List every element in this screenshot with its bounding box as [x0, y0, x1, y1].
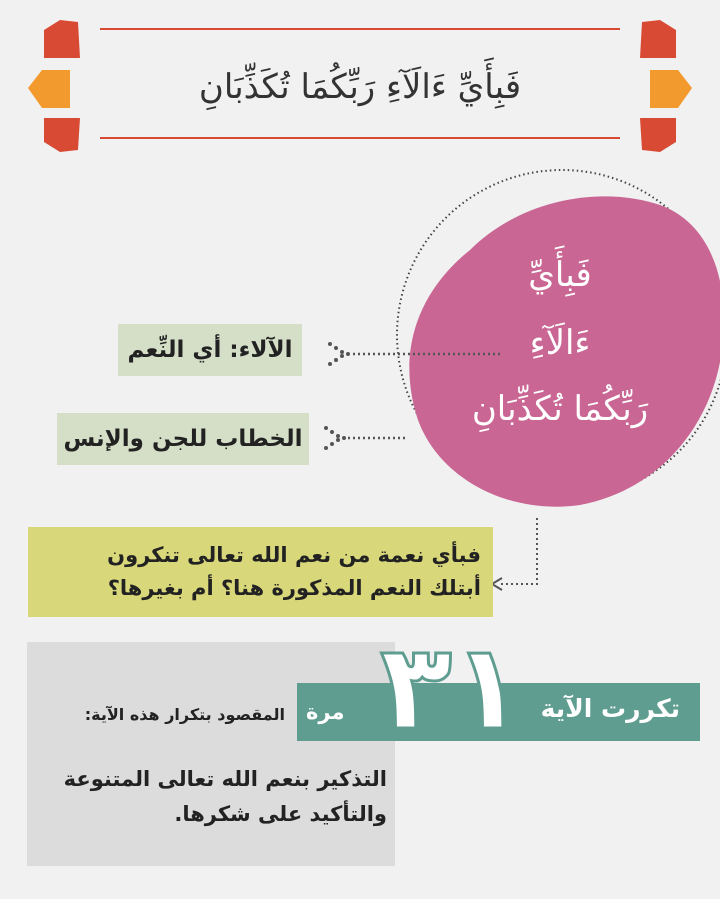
connector-question [498, 518, 537, 584]
arrow-alaa-icon [328, 342, 350, 366]
top-rule [100, 28, 620, 30]
question-line-2: أبتلك النعم المذكورة هنا؟ أم بغيرها؟ [107, 576, 481, 600]
purpose-box [27, 642, 395, 866]
purpose-text [32, 762, 387, 831]
purpose-line-1: التذكير بنعم الله تعالى المتنوعة [63, 767, 387, 791]
note-khitab: الخطاب للجن والإنس [57, 413, 309, 465]
verse-line-2: ءَالَآءِ [529, 323, 591, 363]
repetition-unit: مرة [306, 700, 345, 724]
verse-line-3: رَبِّكُمَا تُكَذِّبَانِ [471, 389, 649, 429]
purpose-line-2: والتأكيد على شكرها. [174, 801, 387, 826]
page-title: فَبِأَيِّ ءَالَآءِ رَبِّكُمَا تُكَذِّبَانِ [198, 67, 522, 107]
repetition-label: تكررت الآية [540, 694, 680, 723]
repetition-number: ٣١ [379, 618, 525, 756]
bottom-rule [100, 137, 620, 139]
question-line-1: فبأي نعمة من نعم الله تعالى تنكرون [107, 543, 481, 568]
purpose-label: المقصود بتكرار هذه الآية: [84, 705, 285, 724]
question-box [28, 527, 493, 617]
right-ornament [640, 20, 692, 152]
left-ornament [28, 20, 80, 152]
verse-line-1: فَبِأَيِّ [528, 255, 592, 295]
arrow-question-icon [492, 578, 502, 590]
note-alaa: الآلاء: أي النِّعم [118, 324, 302, 376]
arrow-khitab-icon [324, 426, 346, 450]
